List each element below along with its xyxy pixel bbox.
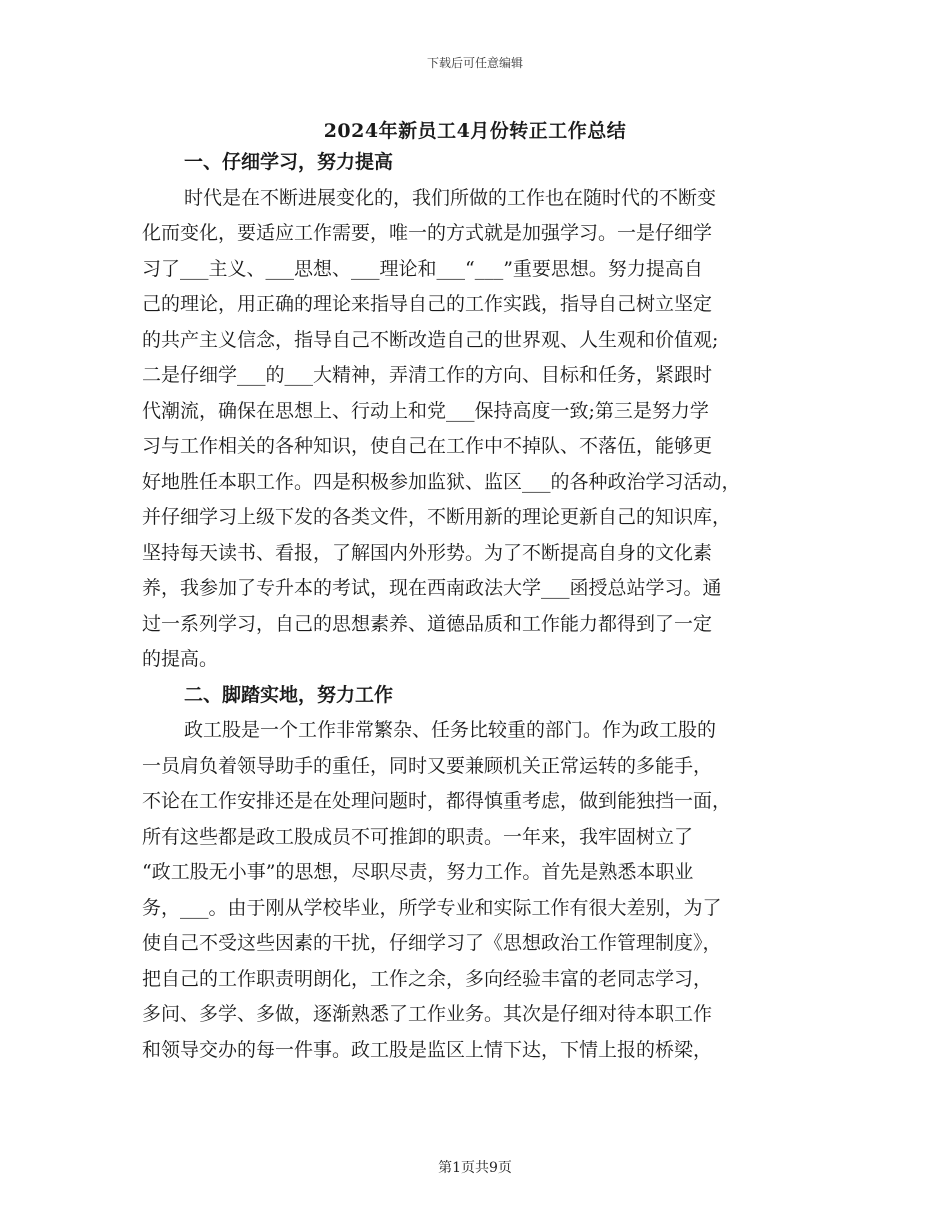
paragraph-line: 和领导交办的每一件事。政工股是监区上情下达，下情上报的桥梁， bbox=[142, 1038, 713, 1061]
paragraph-line: 养，我参加了专升本的考试，现在西南政法大学___函授总站学习。通 bbox=[142, 577, 722, 599]
paragraph-line: 己的理论，用正确的理论来指导自己的工作实践，指导自己树立坚定 bbox=[142, 293, 713, 315]
paragraph-line: 不论在工作安排还是在处理问题时，都得慎重考虑，做到能独挡一面， bbox=[142, 790, 732, 812]
paragraph-line: 的提高。 bbox=[142, 648, 219, 670]
section-heading: 二、脚踏实地，努力工作 bbox=[184, 683, 394, 706]
page-footer: 第1页共9页 bbox=[438, 1160, 512, 1176]
paragraph-line: 化而变化，要适应工作需要，唯一的方式就是加强学习。一是仔细学 bbox=[142, 222, 713, 244]
paragraph-line: 二是仔细学___的___大精神，弄清工作的方向、目标和任务，紧跟时 bbox=[142, 364, 713, 386]
header-note: 下载后可任意编辑 bbox=[426, 56, 523, 70]
paragraph-line: 坚持每天读书、看报，了解国内外形势。为了不断提高自身的文化素 bbox=[142, 541, 713, 564]
paragraph-line: 时代是在不断进展变化的，我们所做的工作也在随时代的不断变 bbox=[184, 186, 717, 209]
paragraph-line: 过一系列学习，自己的思想素养、道德品质和工作能力都得到了一定 bbox=[142, 612, 713, 635]
paragraph-line: 所有这些都是政工股成员不可推卸的职责。一年来，我牢固树立了 bbox=[142, 825, 694, 848]
paragraph-line: 习与工作相关的各种知识，使自己在工作中不掉队、不落伍，能够更 bbox=[142, 435, 713, 457]
paragraph-line: 并仔细学习上级下发的各类文件，不断用新的理论更新自己的知识库， bbox=[142, 506, 732, 528]
section-heading: 一、仔细学习，努力提高 bbox=[184, 151, 394, 173]
paragraph-line: 使自己不受这些因素的干扰，仔细学习了《思想政治工作管理制度》， bbox=[142, 932, 722, 954]
paragraph-line: 多问、多学、多做，逐渐熟悉了工作业务。其次是仔细对待本职工作 bbox=[142, 1003, 713, 1025]
paragraph-line: 一员肩负着领导助手的重任，同时又要兼顾机关正常运转的多能手， bbox=[142, 754, 713, 777]
paragraph-line: “政工股无小事”的思想，尽职尽责，努力工作。首先是熟悉本职业 bbox=[142, 861, 694, 883]
paragraph-line: 习了___主义、___思想、___理论和___“___”重要思想。努力提高自 bbox=[142, 257, 703, 280]
paragraph-line: 的共产主义信念，指导自己不断改造自己的世界观、人生观和价值观; bbox=[142, 328, 719, 351]
document-title: 2024年新员工4月份转正工作总结 bbox=[323, 120, 627, 142]
paragraph-line: 务，___。由于刚从学校毕业，所学专业和实际工作有很大差别，为了 bbox=[142, 896, 722, 919]
paragraph-line: 政工股是一个工作非常繁杂、任务比较重的部门。作为政工股的 bbox=[184, 719, 717, 741]
paragraph-line: 代潮流，确保在思想上、行动上和党___保持高度一致;第三是努力学 bbox=[142, 399, 709, 422]
paragraph-line: 把自己的工作职责明朗化，工作之余，多向经验丰富的老同志学习， bbox=[142, 967, 713, 990]
paragraph-line: 好地胜任本职工作。四是积极参加监狱、监区___的各种政治学习活动， bbox=[142, 470, 741, 493]
